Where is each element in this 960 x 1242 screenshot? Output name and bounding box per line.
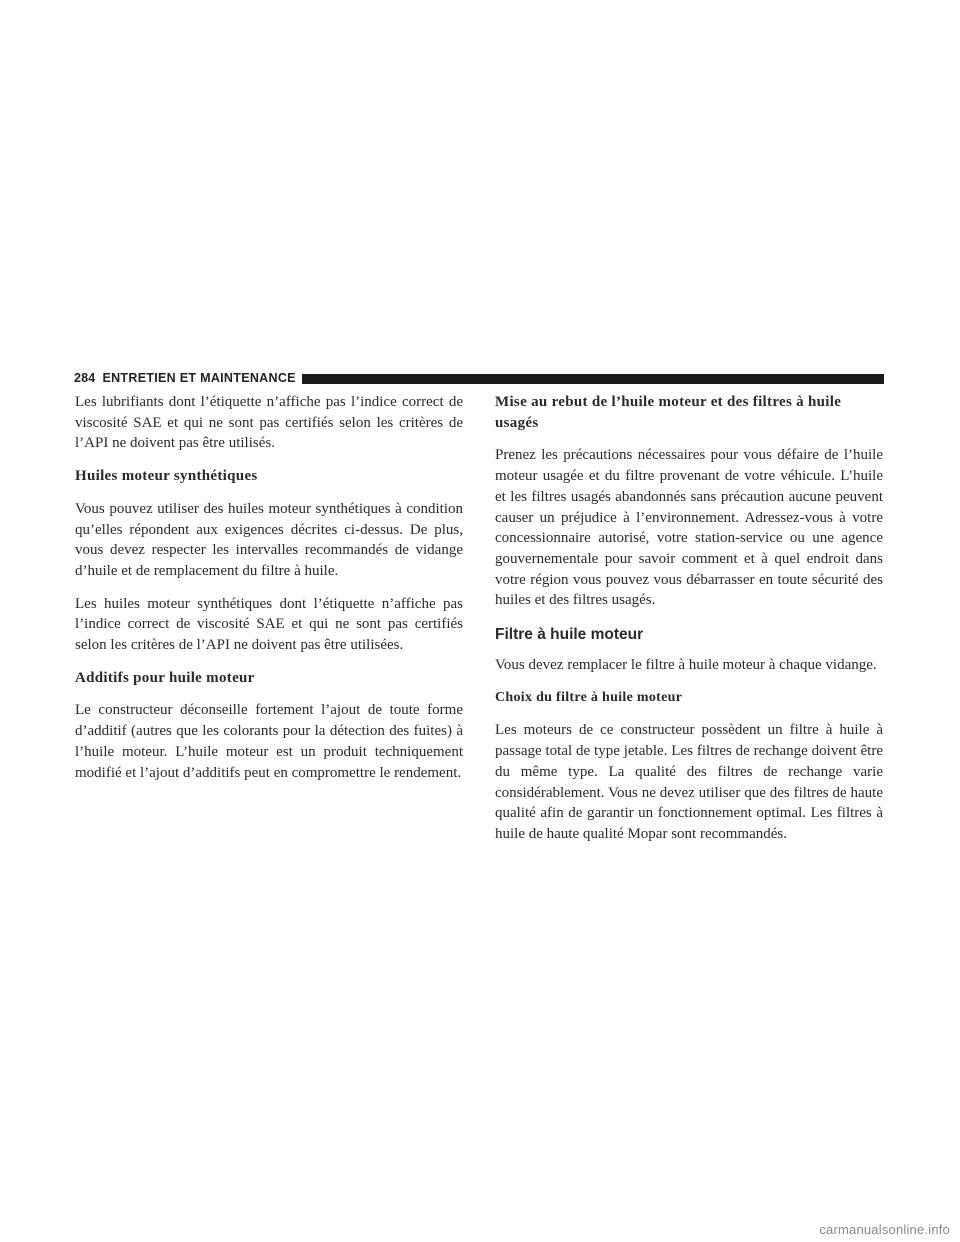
watermark-text: carmanualsonline.info	[819, 1222, 950, 1237]
heading-oil-disposal: Mise au rebut de l’huile moteur et des filtres à huile usagés	[495, 394, 842, 431]
paragraph-filter-choice: Les moteurs de ce constructeur possèdent un filtre à huile à passage total de type jetable. Les filtres de rechange doivent être du même type. La qualité des filtres de rechange varie considérablement. Vous ne devez utiliser que des filtres de haute qualité afin de garantir un fonctionnement optimal. Les filtres à huile de haute qualité Mopar sont recommandés.	[495, 722, 883, 842]
paragraph-synthetic-certification: Les huiles moteur synthétiques dont l’étiquette n’affiche pas l’indice correct de viscosité SAE et qui ne sont pas certifiés selon les critères de l’API ne doivent pas être utilisées.	[75, 595, 463, 654]
heading-oil-filter: Filtre à huile moteur	[495, 626, 644, 644]
heading-filter-choice: Choix du filtre à huile moteur	[495, 689, 683, 705]
heading-oil-additives: Additifs pour huile moteur	[75, 669, 255, 686]
heading-synthetic-oils: Huiles moteur synthétiques	[75, 468, 258, 485]
page-header	[74, 370, 884, 386]
paragraph-additives: Le constructeur déconseille fortement l’ajout de toute forme d’additif (autres que les colorants pour la détection des fuites) à l’huile moteur. L’huile moteur est un produit techniquement modifié et l’ajout d’additifs peut en compromettre le rendement.	[75, 702, 463, 781]
left-column	[75, 392, 463, 795]
paragraph-synthetic-usage: Vous pouvez utiliser des huiles moteur synthétiques à condition qu’elles répondent aux exigences décrites ci-dessus. De plus, vous devez respecter les intervalles recommandés de vidange d’huile et de remplacement du filtre à huile.	[75, 500, 463, 579]
page-number: 284	[74, 371, 96, 385]
header-rule	[302, 374, 884, 384]
paragraph-disposal: Prenez les précautions nécessaires pour vous défaire de l’huile moteur usagée et du filtre provenant de votre véhicule. L’huile et les filtres usagés abandonnés sans précaution aucune peuvent causer un préjudice à l’environnement. Adressez-vous à votre concessionnaire autorisé, votre station-service ou une agence gouvernementale pour savoir comment et à quel endroit dans votre région vous pouvez vous débarrasser en toute sécurité des huiles et des filtres usagés.	[495, 447, 883, 609]
paragraph-filter-replace: Vous devez remplacer le filtre à huile moteur à chaque vidange.	[495, 657, 877, 674]
paragraph-lubricants: Les lubrifiants dont l’étiquette n’affiche pas l’indice correct de viscosité SAE et qui ne sont pas certifiés selon les critères de l’API ne doivent pas être utilisés.	[75, 394, 463, 452]
right-column	[495, 392, 883, 857]
section-title: ENTRETIEN ET MAINTENANCE	[102, 371, 296, 385]
